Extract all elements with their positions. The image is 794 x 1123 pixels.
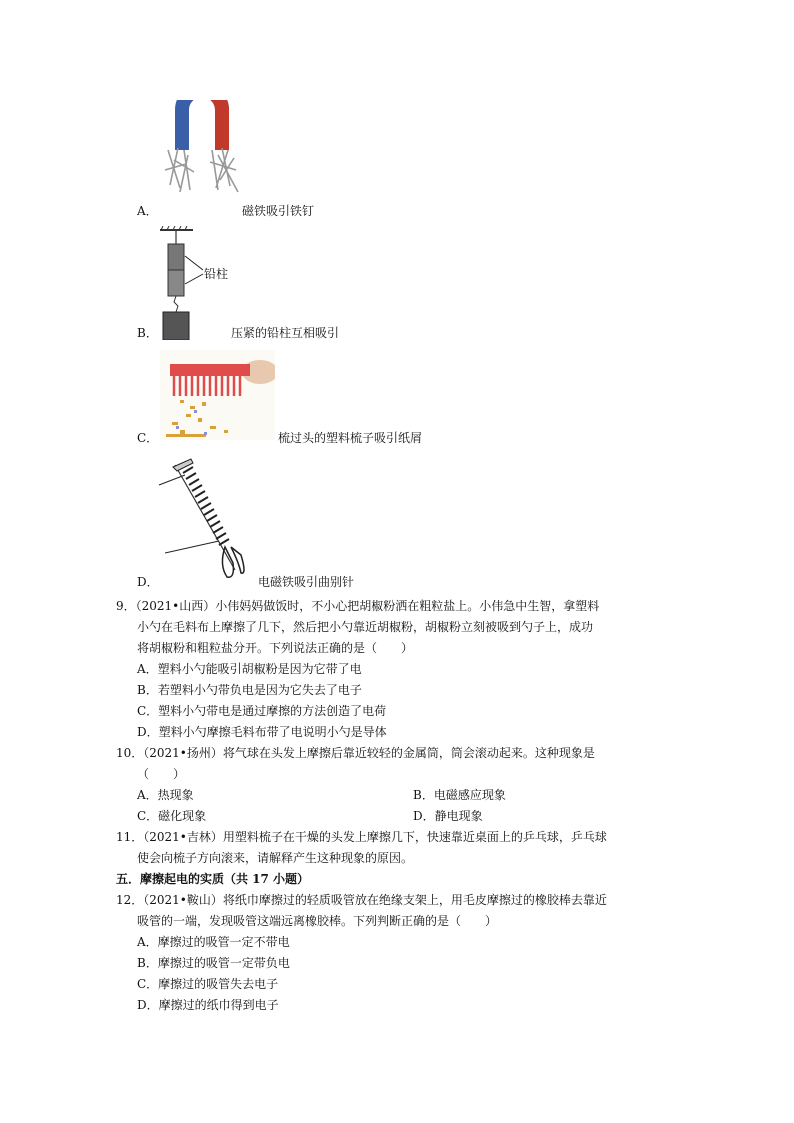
figure-label: 铅柱 [204,267,229,281]
electromagnet-clips-image [155,455,260,580]
question-11-line: 使会向梳子方向滚来，请解释产生这种现象的原因。 [137,851,414,865]
section-heading: 五．摩擦起电的实质（共 17 小题） [116,872,310,886]
option-letter: C． [137,431,159,445]
question-10-line: （ ） [137,767,186,781]
q12-option-c[interactable]: C．摩擦过的吸管失去电子 [137,977,279,991]
q9-option-c[interactable]: C．塑料小勺带电是通过摩擦的方法创造了电荷 [137,704,387,718]
question-10-line: 10．（2021•扬州）将气球在头发上摩擦后靠近较轻的金属筒，筒会滚动起来。这种现象是 [116,746,595,760]
q10-option-c[interactable]: C．磁化现象 [137,809,207,823]
option-letter: B． [137,326,158,340]
q9-option-a[interactable]: A．塑料小勺能吸引胡椒粉是因为它带了电 [137,662,362,676]
magnet-nails-image [160,100,242,195]
q10-option-d[interactable]: D．静电现象 [413,809,483,823]
question-12-line: 吸管的一端，发现吸管这端远离橡胶棒。下列判断正确的是（ ） [137,914,498,928]
q10-option-b[interactable]: B．电磁感应现象 [413,788,506,802]
q10-option-a[interactable]: A．热现象 [137,788,194,802]
question-9-line: 小勺在毛料布上摩擦了几下，然后把小勺靠近胡椒粉，胡椒粉立刻被吸到勺子上，成功 [137,620,594,634]
q12-option-a[interactable]: A．摩擦过的吸管一定不带电 [137,935,290,949]
q12-option-d[interactable]: D．摩擦过的纸巾得到电子 [137,998,279,1012]
comb-paper-image [160,350,275,440]
option-caption: 压紧的铅柱互相吸引 [231,326,340,340]
question-9-line: 将胡椒粉和粗粒盐分开。下列说法正确的是（ ） [137,641,414,655]
option-caption: 磁铁吸引铁钉 [242,204,315,218]
q12-option-b[interactable]: B．摩擦过的吸管一定带负电 [137,956,290,970]
q9-option-b[interactable]: B．若塑料小勺带负电是因为它失去了电子 [137,683,362,697]
q9-option-d[interactable]: D．塑料小勺摩擦毛料布带了电说明小勺是导体 [137,725,387,739]
option-letter: D． [137,575,159,589]
lead-cylinders-image [155,226,235,340]
option-caption: 梳过头的塑料梳子吸引纸屑 [278,431,423,445]
option-letter: A． [137,204,158,218]
question-12-line: 12．（2021•鞍山）将纸巾摩擦过的轻质吸管放在绝缘支架上，用毛皮摩擦过的橡胶棒去靠近 [116,893,607,907]
option-caption: 电磁铁吸引曲别针 [258,575,355,589]
question-9-line: 9．（2021•山西）小伟妈妈做饭时，不小心把胡椒粉洒在粗粒盐上。小伟急中生智，拿塑料 [116,599,600,613]
question-11-line: 11．（2021•吉林）用塑料梳子在干燥的头发上摩擦几下，快速靠近桌面上的乒乓球，乒乓球 [116,830,607,844]
